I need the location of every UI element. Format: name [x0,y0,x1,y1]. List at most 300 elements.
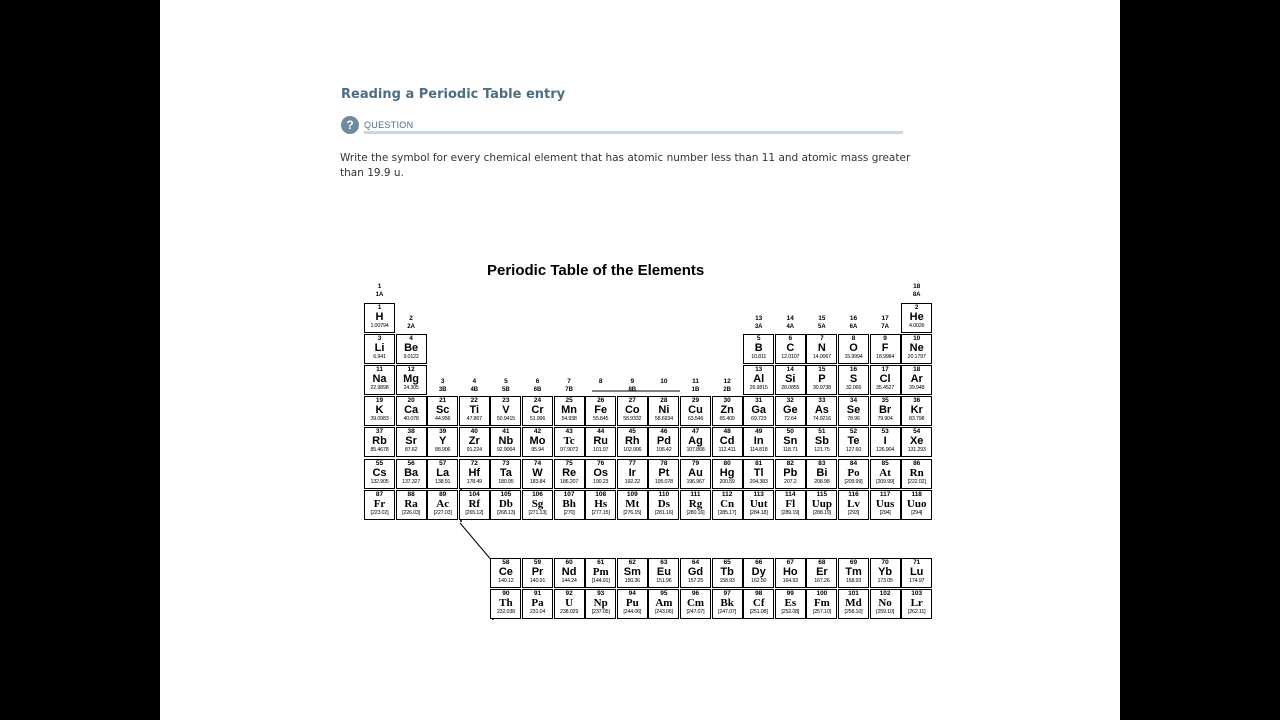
element-symbol: Ce [498,566,513,578]
element-cell-p [806,365,837,395]
element-cell-lv [838,490,869,520]
element-cell-pm [585,558,616,588]
element-mass: 137.327 [402,479,421,485]
element-symbol: Nb [498,435,514,447]
element-number: 104 [468,491,480,498]
element-cell-be [396,334,427,364]
group-number: 16 [849,315,858,322]
element-number: 61 [597,559,605,566]
element-cell-lu [901,558,932,588]
element-symbol: Zn [720,404,734,416]
element-symbol: Pr [531,566,544,578]
element-symbol: Tb [720,566,734,578]
element-number: 63 [660,559,668,566]
element-mass: 174.97 [909,578,925,584]
element-mass: [243.06] [654,609,673,615]
element-number: 94 [628,590,636,597]
element-cell-lr [901,589,932,619]
group-subtitle: 5A [818,324,826,330]
element-cell-cn [712,490,743,520]
element-number: 82 [786,460,794,467]
element-number: 98 [755,590,763,597]
element-mass: 63.546 [687,416,704,422]
element-cell-tb [712,558,743,588]
element-cell-am [648,589,679,619]
element-number: 115 [816,491,828,498]
group-number: 2 [409,315,413,322]
element-symbol: Uus [875,498,895,510]
element-mass: 231.04 [529,609,546,615]
element-cell-ga [743,396,774,426]
element-number: 23 [502,397,510,404]
group-number: 7 [567,378,571,385]
element-symbol: La [436,467,450,479]
group-subtitle: 5B [502,387,510,393]
element-symbol: Uut [749,498,768,510]
element-mass: 95.94 [531,447,544,453]
element-symbol: Ba [404,467,419,479]
element-cell-ge [775,396,806,426]
element-number: 16 [849,366,858,373]
element-mass: 180.95 [498,479,514,485]
element-cell-se [838,396,869,426]
element-number: 107 [563,491,575,498]
element-number: 11 [376,366,383,373]
element-symbol: N [817,342,826,354]
element-mass: [247.07] [686,609,705,615]
element-cell-tc [554,427,585,457]
element-mass: [270] [563,510,575,516]
element-mass: 69.723 [751,416,767,422]
element-number: 96 [691,590,700,597]
element-mass: [144.91] [591,578,610,584]
element-number: 34 [849,397,858,404]
group-subtitle: 4B [470,387,479,393]
element-cell-au [680,459,711,489]
element-number: 12 [407,366,415,373]
element-cell-na [364,365,395,395]
element-mass: 39.0983 [370,416,389,422]
group-subtitle: 7B [565,387,573,393]
element-cell-mt [617,490,648,520]
element-mass: 195.078 [654,479,673,485]
group-label-18 [901,283,932,299]
element-mass: [222.02] [907,479,926,485]
element-mass: 164.93 [782,578,798,584]
element-cell-fm [806,589,837,619]
element-number: 74 [533,460,542,467]
element-number: 44 [597,428,605,435]
element-symbol: Bh [562,498,576,510]
element-mass: 162.50 [751,578,767,584]
element-number: 49 [755,428,763,435]
element-symbol: W [532,467,543,479]
element-symbol: Cs [372,467,387,479]
element-cell-po [838,459,869,489]
group-label-8 [585,378,616,386]
group-label-15 [806,315,837,331]
question-divider [364,131,903,134]
element-cell-ra [396,490,427,520]
element-cell-bh [554,490,585,520]
element-number: 32 [786,397,794,404]
element-cell-te [838,427,869,457]
element-number: 10 [913,335,921,342]
element-number: 113 [753,491,764,498]
element-cell-mo [522,427,553,457]
element-symbol: Nd [561,566,577,578]
element-number: 58 [502,559,510,566]
question-icon: ? [341,116,359,134]
element-mass: 18.9984 [876,354,895,360]
element-number: 5 [756,335,761,342]
element-cell-in [743,427,774,457]
element-mass: 78.96 [847,416,860,422]
element-mass: 112.411 [718,447,736,453]
element-mass: 121.75 [814,447,830,453]
element-number: 31 [755,397,763,404]
element-cell-pa [522,589,553,619]
group-label-10 [648,378,679,386]
element-number: 20 [407,397,415,404]
group-label-3 [427,378,458,394]
element-symbol: Ne [909,342,924,354]
element-cell-ca [396,396,427,426]
element-mass: 114.818 [749,447,768,453]
element-mass: 173.05 [877,578,893,584]
group-label-6 [522,378,553,394]
element-symbol: Mn [561,404,578,416]
element-symbol: Db [498,498,513,510]
element-cell-y [427,427,458,457]
element-cell-tm [838,558,869,588]
element-cell-gd [680,558,711,588]
element-symbol: Rf [468,498,481,510]
element-cell-at [870,459,901,489]
element-mass: 196.967 [686,479,705,485]
element-cell-pr [522,558,553,588]
element-mass: 140.12 [498,578,514,584]
element-symbol: Kr [910,404,923,416]
element-cell-md [838,589,869,619]
element-symbol: O [849,342,858,354]
group-subtitle: 7A [881,324,889,330]
element-symbol: Al [753,373,765,385]
element-mass: [265.12] [465,510,484,516]
element-cell-uus [870,490,901,520]
element-number: 118 [911,491,922,498]
element-cell-uut [743,490,774,520]
element-symbol: Cm [686,597,705,609]
element-number: 70 [881,559,889,566]
element-number: 4 [409,335,413,342]
element-cell-pd [648,427,679,457]
page-title: Reading a Periodic Table entry [341,87,566,102]
element-cell-v [490,396,521,426]
element-number: 37 [375,428,384,435]
element-mass: 131.293 [907,447,926,453]
element-symbol: Be [404,342,419,354]
element-cell-ir [617,459,648,489]
element-symbol: Uup [811,498,832,510]
element-cell-no [870,589,901,619]
element-cell-si [775,365,806,395]
element-mass: [247.07] [718,609,737,615]
element-symbol: Mg [403,373,420,385]
element-mass: [237.05] [591,609,610,615]
element-mass: 238.029 [560,609,579,615]
element-symbol: Ru [593,435,609,447]
element-mass: [271.13] [528,510,547,516]
element-symbol: Ni [658,404,670,416]
element-symbol: Am [655,597,673,609]
group-subtitle: 6B [533,387,542,393]
element-number: 33 [818,397,826,404]
element-mass: 151.96 [656,578,672,584]
element-symbol: Lr [910,597,923,609]
element-cell-fl [775,490,806,520]
element-mass: 200.59 [719,479,735,485]
element-number: 46 [660,428,668,435]
group-subtitle: 1B [691,387,700,393]
group-number: 8 [598,378,603,385]
element-cell-rn [901,459,932,489]
element-symbol: P [818,373,826,385]
element-cell-sm [617,558,648,588]
group-number: 5 [504,378,508,385]
element-mass: 83.798 [909,416,925,422]
element-symbol: Cu [688,404,703,416]
element-symbol: Fl [785,498,796,510]
element-symbol: Bk [720,597,734,609]
element-number: 81 [755,460,763,467]
element-symbol: Sn [783,435,798,447]
element-symbol: Uuo [906,498,927,510]
element-symbol: Ir [628,467,636,479]
element-number: 55 [375,460,384,467]
element-mass: 167.26 [814,578,830,584]
element-number: 105 [500,491,512,498]
element-cell-w [522,459,553,489]
element-mass: 92.9064 [496,447,515,453]
group-label-5 [490,378,521,394]
element-mass: 10.811 [751,354,767,360]
element-cell-rh [617,427,648,457]
element-symbol: Fr [373,498,386,510]
group-number: 1 [377,283,382,290]
element-symbol: Pa [531,597,544,609]
element-mass: 207.2 [784,479,797,485]
group-label-11 [680,378,711,394]
element-mass: [276.15] [623,510,642,516]
element-mass: 87.62 [404,447,418,453]
element-mass: [288.19] [812,510,831,516]
element-mass: 85.4678 [370,447,389,453]
element-number: 88 [407,491,415,498]
element-symbol: Na [372,373,387,385]
element-mass: 127.60 [845,447,862,453]
element-number: 72 [470,460,478,467]
element-cell-db [490,490,521,520]
element-number: 100 [816,590,828,597]
element-mass: 79.904 [877,416,893,422]
element-cell-mn [554,396,585,426]
element-cell-br [870,396,901,426]
element-mass: 9.0122 [403,354,419,360]
element-symbol: Po [847,467,860,479]
group-label-17 [870,315,901,331]
element-cell-pb [775,459,806,489]
element-mass: 47.867 [466,416,482,422]
element-number: 53 [881,428,889,435]
element-symbol: Ge [782,404,798,416]
element-number: 26 [597,397,605,404]
element-number: 108 [595,491,607,498]
group-number: 13 [755,315,763,322]
element-symbol: Rh [624,435,640,447]
group-number: 15 [818,315,826,322]
element-number: 99 [786,590,794,597]
element-symbol: Co [624,404,640,416]
element-cell-ds [648,490,679,520]
element-symbol: U [565,597,574,609]
element-cell-cd [712,427,743,457]
element-number: 6 [788,335,793,342]
element-number: 60 [565,559,573,566]
element-number: 21 [439,397,447,404]
element-mass: 50.9415 [496,416,515,422]
group-label-16 [838,315,869,331]
element-symbol: Ds [657,498,670,510]
element-mass: [258.10] [844,609,863,615]
element-mass: 192.22 [624,479,640,485]
group-number: 6 [535,378,540,385]
element-mass: 32.066 [845,385,862,391]
element-symbol: Dy [751,566,766,578]
element-symbol: Ag [688,435,703,447]
element-cell-os [585,459,616,489]
element-symbol: Lu [909,566,924,578]
element-number: 83 [818,460,826,467]
element-number: 2 [914,304,919,311]
element-cell-sn [775,427,806,457]
content-page [160,0,1120,720]
element-number: 102 [879,590,891,597]
element-number: 22 [470,397,478,404]
element-number: 50 [786,428,794,435]
element-mass: 88.906 [435,447,451,453]
element-mass: [257.10] [812,609,831,615]
element-mass: 101.07 [593,447,609,453]
element-cell-bk [712,589,743,619]
element-number: 92 [565,590,573,597]
element-number: 29 [691,397,700,404]
element-number: 84 [849,460,858,467]
group-number: 10 [660,378,668,385]
element-symbol: Cl [879,373,891,385]
element-cell-k [364,396,395,426]
group-number: 11 [692,378,699,385]
element-mass: [259.10] [876,609,895,615]
element-number: 45 [628,428,636,435]
element-symbol: Sc [435,404,450,416]
element-cell-zn [712,396,743,426]
element-number: 8 [851,335,856,342]
group-subtitle: 3A [754,324,763,330]
element-mass: [294] [879,510,891,516]
element-number: 47 [691,428,700,435]
element-cell-hg [712,459,743,489]
element-mass: 28.0855 [781,385,800,391]
element-cell-es [775,589,806,619]
group-subtitle: 8A [912,292,921,298]
element-mass: [209.99] [876,479,895,485]
element-symbol: Er [816,566,828,578]
element-symbol: Cn [720,498,735,510]
group-label-12 [712,378,743,394]
element-number: 9 [883,335,887,342]
element-cell-li [364,334,395,364]
element-symbol: Th [499,597,513,609]
element-mass: 126.904 [876,447,895,453]
element-mass: [252.08] [781,609,800,615]
element-mass: 1.00794 [370,323,389,329]
element-number: 13 [755,366,763,373]
element-cell-dy [743,558,774,588]
lanthanide-link-line [460,523,493,562]
element-cell-ni [648,396,679,426]
element-cell-yb [870,558,901,588]
element-symbol: Fm [813,597,830,609]
element-mass: 118.71 [782,447,798,453]
element-number: 59 [533,559,542,566]
element-number: 66 [755,559,763,566]
element-symbol: Ar [910,373,923,385]
element-number: 87 [375,491,384,498]
group-label-1 [364,283,395,299]
element-mass: [281.16] [654,510,673,516]
group-subtitle: 8B [628,387,637,393]
element-cell-th [490,589,521,619]
element-symbol: Y [439,435,447,447]
element-mass: 4.0026 [909,323,925,329]
element-number: 71 [913,559,921,566]
element-mass: [227.03] [433,510,452,516]
element-symbol: Os [593,467,609,479]
group-number: 4 [472,378,477,385]
element-number: 97 [723,590,731,597]
element-mass: 178.49 [466,479,482,485]
element-mass: 40.078 [403,416,419,422]
element-cell-uuo [901,490,932,520]
element-symbol: F [881,342,889,354]
element-symbol: No [878,597,892,609]
periodic-table-title: Periodic Table of the Elements [487,262,705,279]
element-symbol: Fe [594,404,608,416]
element-cell-rf [459,490,490,520]
element-cell-zr [459,427,490,457]
element-mass: 14.0067 [812,354,831,360]
element-cell-nd [554,558,585,588]
element-cell-nb [490,427,521,457]
element-number: 93 [597,590,605,597]
element-symbol: Pm [592,566,609,578]
element-mass: 15.9994 [844,354,863,360]
element-mass: 58.9332 [623,416,642,422]
element-cell-pu [617,589,648,619]
element-number: 3 [377,335,382,342]
question-header [341,116,903,136]
